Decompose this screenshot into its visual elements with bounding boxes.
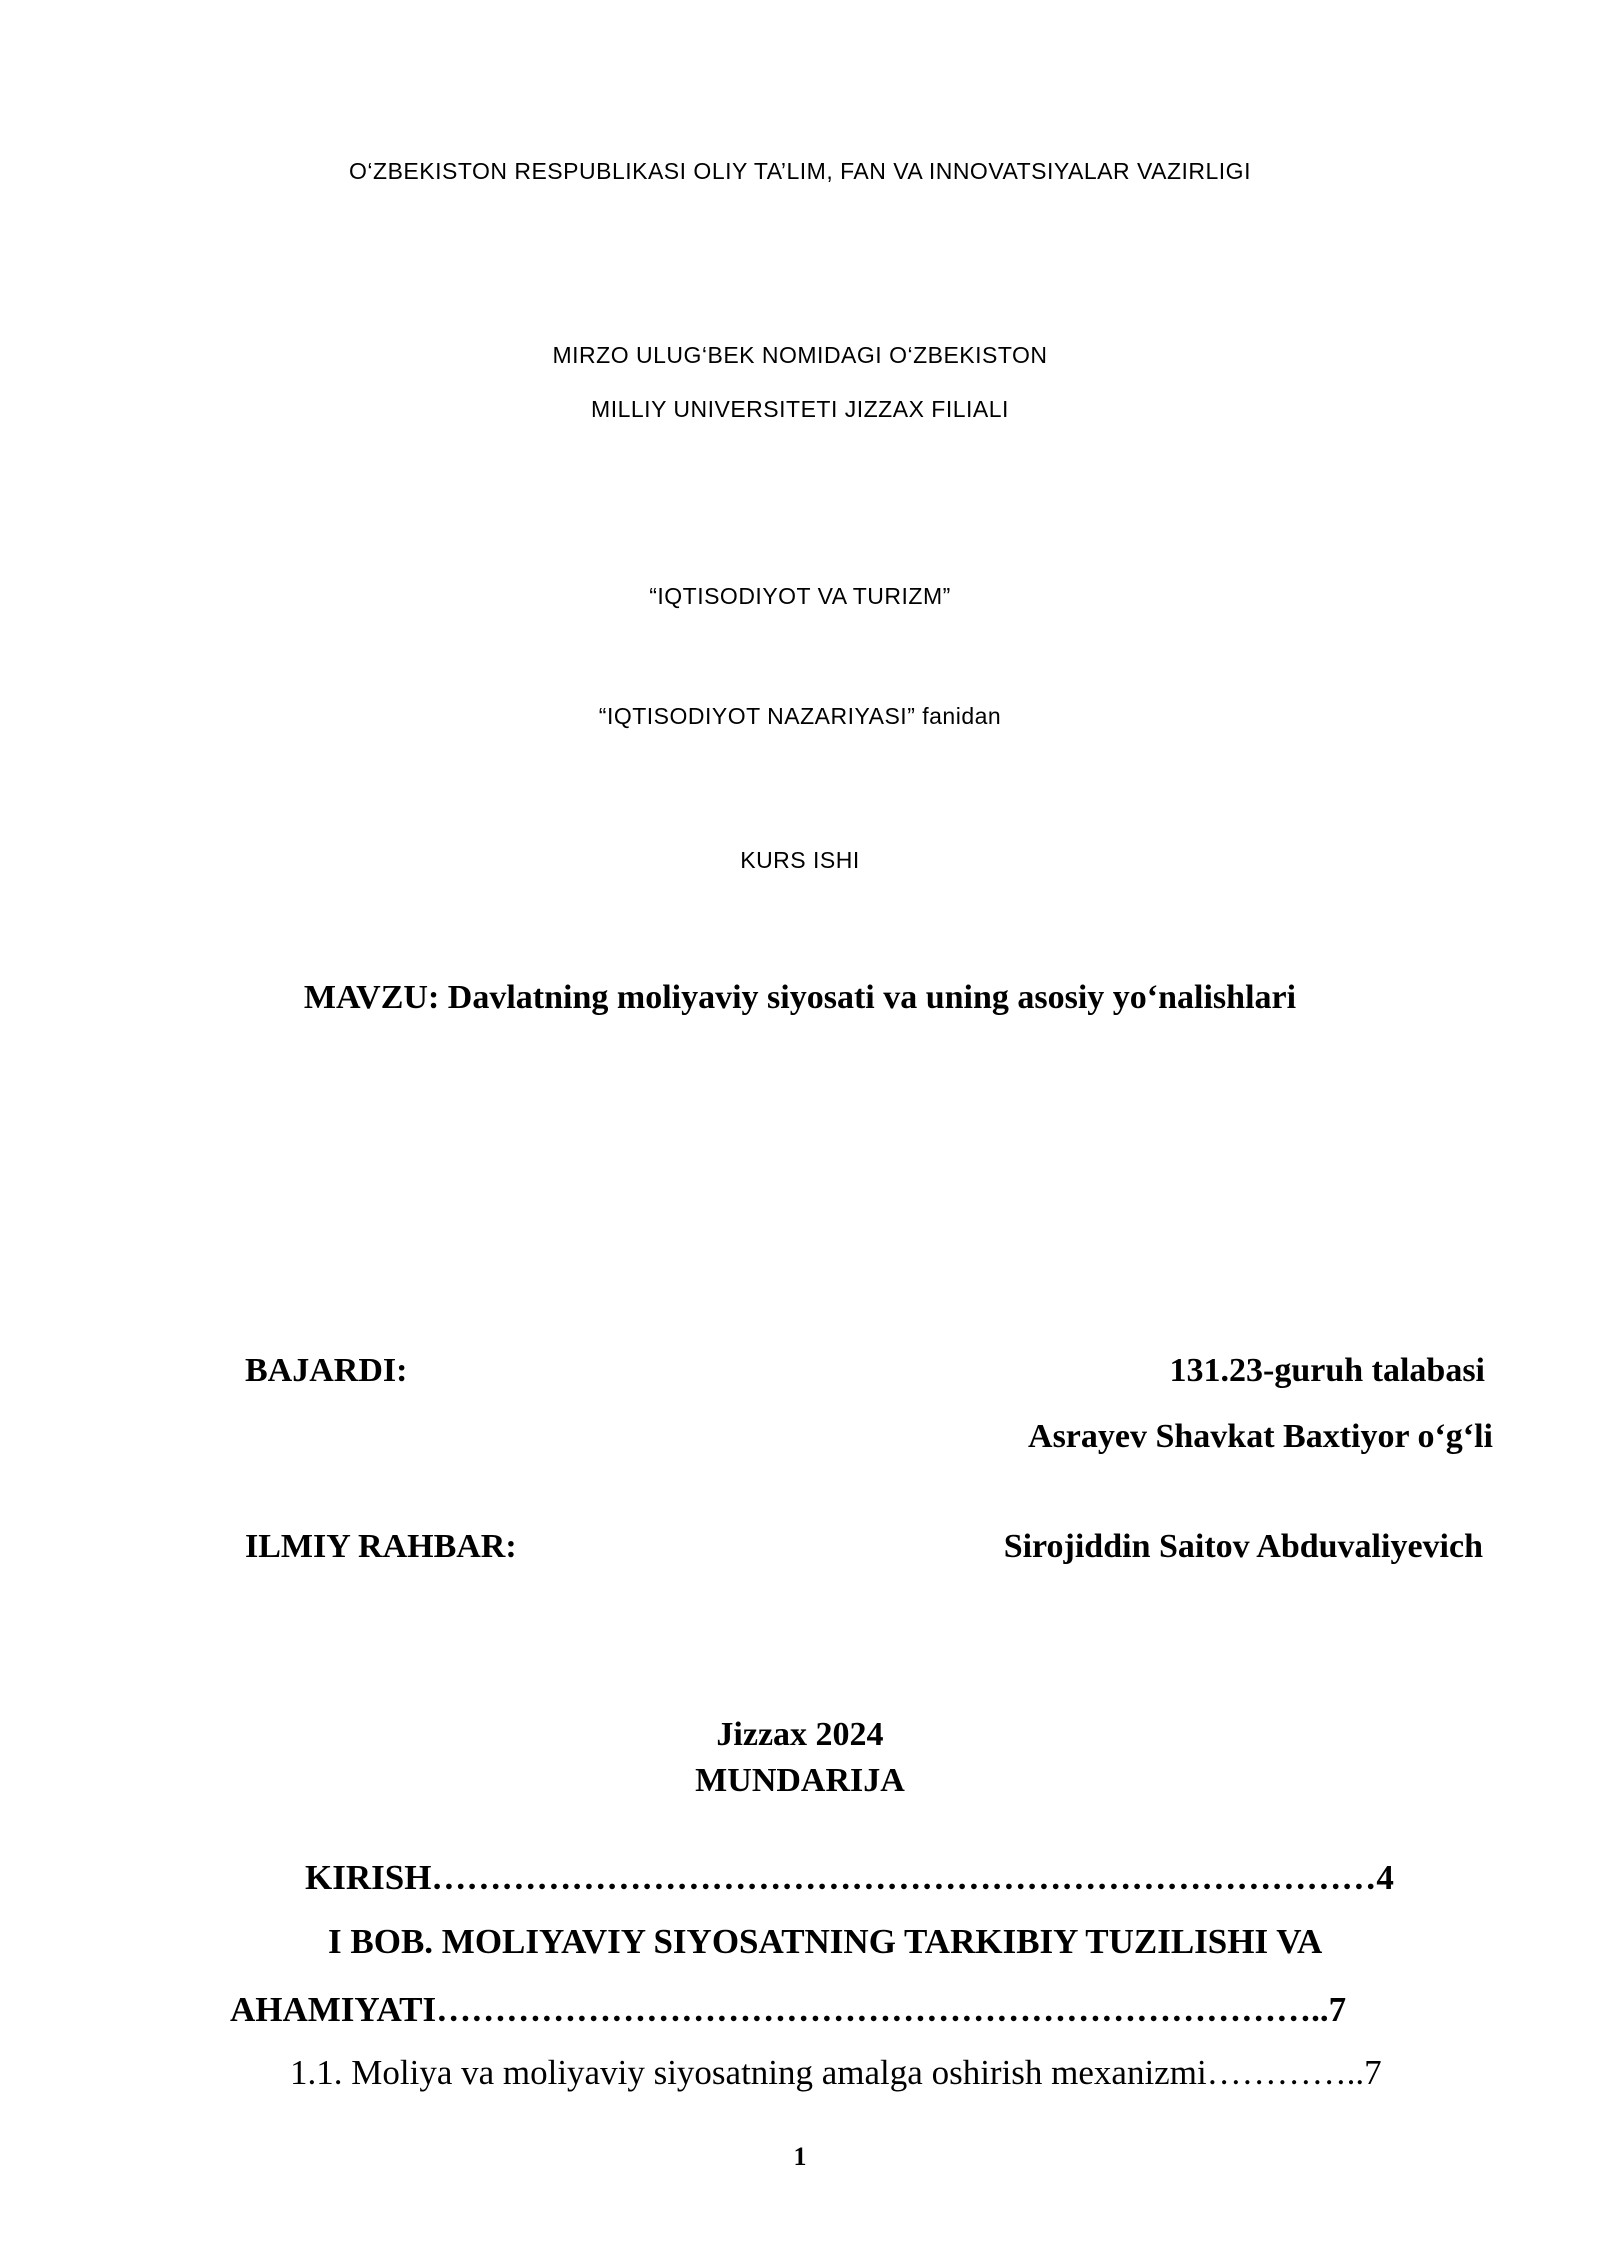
author-group: 131.23-guruh talabasi [1169,1352,1485,1389]
department-name: “IQTISODIYOT VA TURIZM” [649,583,951,609]
toc-title: MUNDARIJA [695,1762,905,1799]
page-number: 1 [793,2142,807,2171]
city-year: Jizzax 2024 [716,1716,884,1753]
toc-entry-chapter1-line2: AHAMIYATI…………………………………………………………………..7 [230,1990,1347,2029]
ministry-heading: O‘ZBEKISTON RESPUBLIKASI OLIY TA’LIM, FAN VA INNOVATSIYALAR VAZIRLIGI [349,158,1251,184]
toc-entry-intro: KIRISH………………………………………………………………………4 [305,1858,1394,1897]
toc-entry-section-1-1: 1.1. Moliya va moliyaviy siyosatning amalga oshirish mexanizmi…………..7 [290,2053,1382,2092]
supervisor-name: Sirojiddin Saitov Abduvaliyevich [1003,1528,1483,1565]
work-type: KURS ISHI [740,847,860,873]
university-name-line1: MIRZO ULUG‘BEK NOMIDAGI O‘ZBEKISTON [552,342,1048,368]
author-name: Asrayev Shavkat Baxtiyor o‘g‘li [1028,1418,1493,1455]
subject-name: “IQTISODIYOT NAZARIYASI” fanidan [598,703,1002,729]
university-name-line2: MILLIY UNIVERSITETI JIZZAX FILIALI [591,396,1009,422]
author-label: BAJARDI: [245,1352,408,1389]
topic-title: MAVZU: Davlatning moliyaviy siyosati va uning asosiy yo‘nalishlari [303,979,1297,1016]
toc-entry-chapter1-line1: I BOB. MOLIYAVIY SIYOSATNING TARKIBIY TUZILISHI VA [328,1922,1323,1961]
supervisor-label: ILMIY RAHBAR: [245,1528,517,1565]
